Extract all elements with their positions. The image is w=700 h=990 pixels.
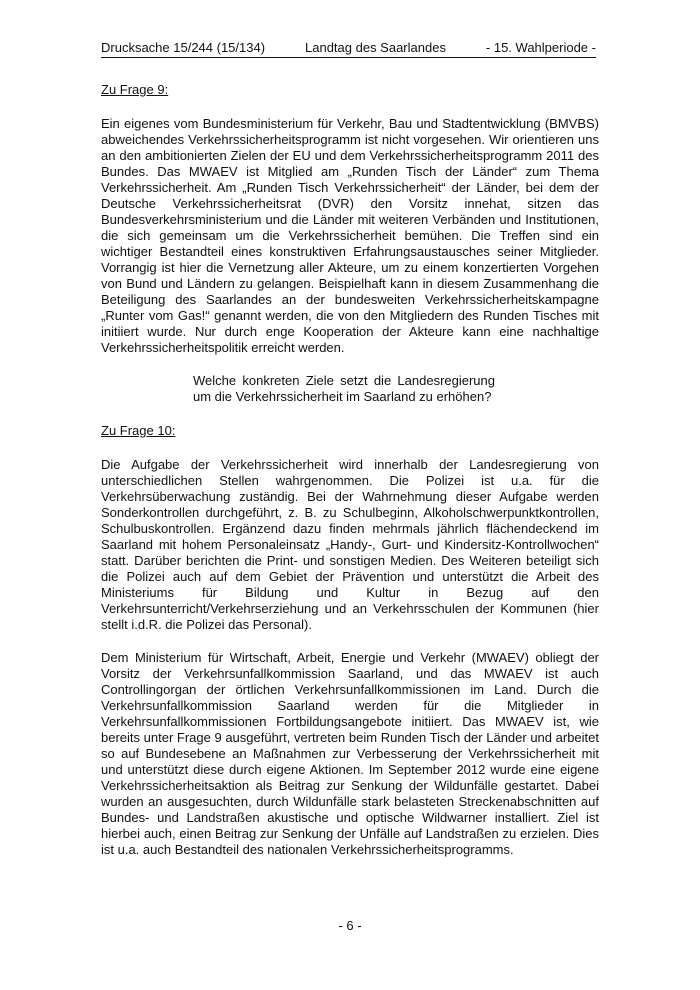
answer-paragraph-frage-9: Ein eigenes vom Bundesministerium für Verkehr, Bau und Stadtentwicklung (BMVBS) abweichendes Verkehrssicherheitsprogramm ist nicht vorgesehen. Wir orientieren uns an den ambitionierten Zielen der EU und dem Verkehrssicherheitsprogramm 2011 des Bundes. Das MWAEV ist Mitglied am „Runden Tisch der Länder“ zum Thema Verkehrssicherheit. Am „Runden Tisch Verkehrssicherheit“ der Länder, bei dem der Deutsche Verkehrssicherheitsrat (DVR) den Vorsitz innehat, sitzen das Bundesverkehrsministerium und die Länder mit weiteren Verbänden und Institutionen, die sich gemeinsam um die Verkehrssicherheit bemühen. Die Treffen sind ein wichtiger Bestandteil eines konstruktiven Erfahrungsaustausches seiner Mitglieder. Vorrangig ist hier die Vernetzung aller Akteure, um zu einem konzertierten Vorgehen von Bund und Ländern zu gelangen. Beispielhaft kann in diesem Zusammenhang die Beteiligung des Saarlandes an der bundesweiten Verkehrssicherheitskampagne „Runter vom Gas!“ genannt werden, die von den Mitgliedern des Runden Tisches mit initiiert wurde. Nur durch enge Kooperation der Akteure kann eine nachhaltige Verkehrssicherheitspolitik erreicht werden. [101, 116, 599, 355]
section-heading-frage-9: Zu Frage 9: [101, 82, 169, 97]
section-heading-frage-10: Zu Frage 10: [101, 423, 176, 438]
institution-name: Landtag des Saarlandes [305, 40, 446, 55]
legislative-period: - 15. Wahlperiode - [485, 40, 596, 55]
page-number: - 6 - [338, 918, 362, 933]
answer-paragraph-frage-10-1: Die Aufgabe der Verkehrssicherheit wird innerhalb der Landesregierung von unterschiedlichen Stellen wahrgenommen. Die Polizei ist u.a. für die Verkehrsüberwachung zuständig. Bei der Wahrnehmung dieser Aufgabe werden Sonderkontrollen durchgeführt, z. B. zu Schulbeginn, Alkoholschwerpunktkontrollen, Schulbuskontrollen. Ergänzend dazu finden mehrmals jährlich flächendeckend im Saarland mit hohem Personaleinsatz „Handy-, Gurt- und Kindersitz-Kontrollwochen“ statt. Darüber berichten die Print- und sonstigen Medien. Des Weiteren beteiligt sich die Polizei auch auf dem Gebiet der Prävention und unterstützt die Arbeit des Ministeriums für Bildung und Kultur in Bezug auf den Verkehrsunterricht/Verkehrserziehung und an Verkehrsschulen der Kommunen (hier stellt i.d.R. die Polizei das Personal). [101, 457, 599, 632]
document-reference: Drucksache 15/244 (15/134) [101, 40, 266, 55]
answer-paragraph-frage-10-2: Dem Ministerium für Wirtschaft, Arbeit, Energie und Verkehr (MWAEV) obliegt der Vorsitz der Verkehrsunfallkommission Saarland, und das MWAEV ist auch Controllingorgan der örtlichen Verkehrsunfallkommissionen im Land. Durch die Verkehrsunfallkommission Saarland werden für die Mitglieder in Verkehrsunfallkommissionen Fortbildungsangebote initiiert. Das MWAEV ist, wie bereits unter Frage 9 ausgeführt, vertreten beim Runden Tisch der Länder und arbeitet so auf Bundesebene an Maßnahmen zur Verbesserung der Verkehrssicherheit mit und unterstützt diese durch eigene Aktionen. Im September 2012 wurde eine eigene Verkehrssicherheitsaktion als Beitrag zur Senkung der Wildunfälle gestartet. Dabei wurden an ausgesuchten, durch Wildunfälle stark belasteten Streckenabschnitten auf Bundes- und Landstraßen akustische und optische Wildwarner installiert. Ziel ist hierbei auch, einen Beitrag zur Senkung der Unfälle auf Landstraßen zu erzielen. Dies ist u.a. auch Bestandteil des nationalen Verkehrssicherheitsprogramms. [101, 650, 599, 857]
page-header [101, 40, 596, 58]
question-10-text: Welche konkreten Ziele setzt die Landesregierung um die Verkehrssicherheit im Saarland zu erhöhen? [193, 373, 495, 404]
document-body [101, 82, 599, 858]
